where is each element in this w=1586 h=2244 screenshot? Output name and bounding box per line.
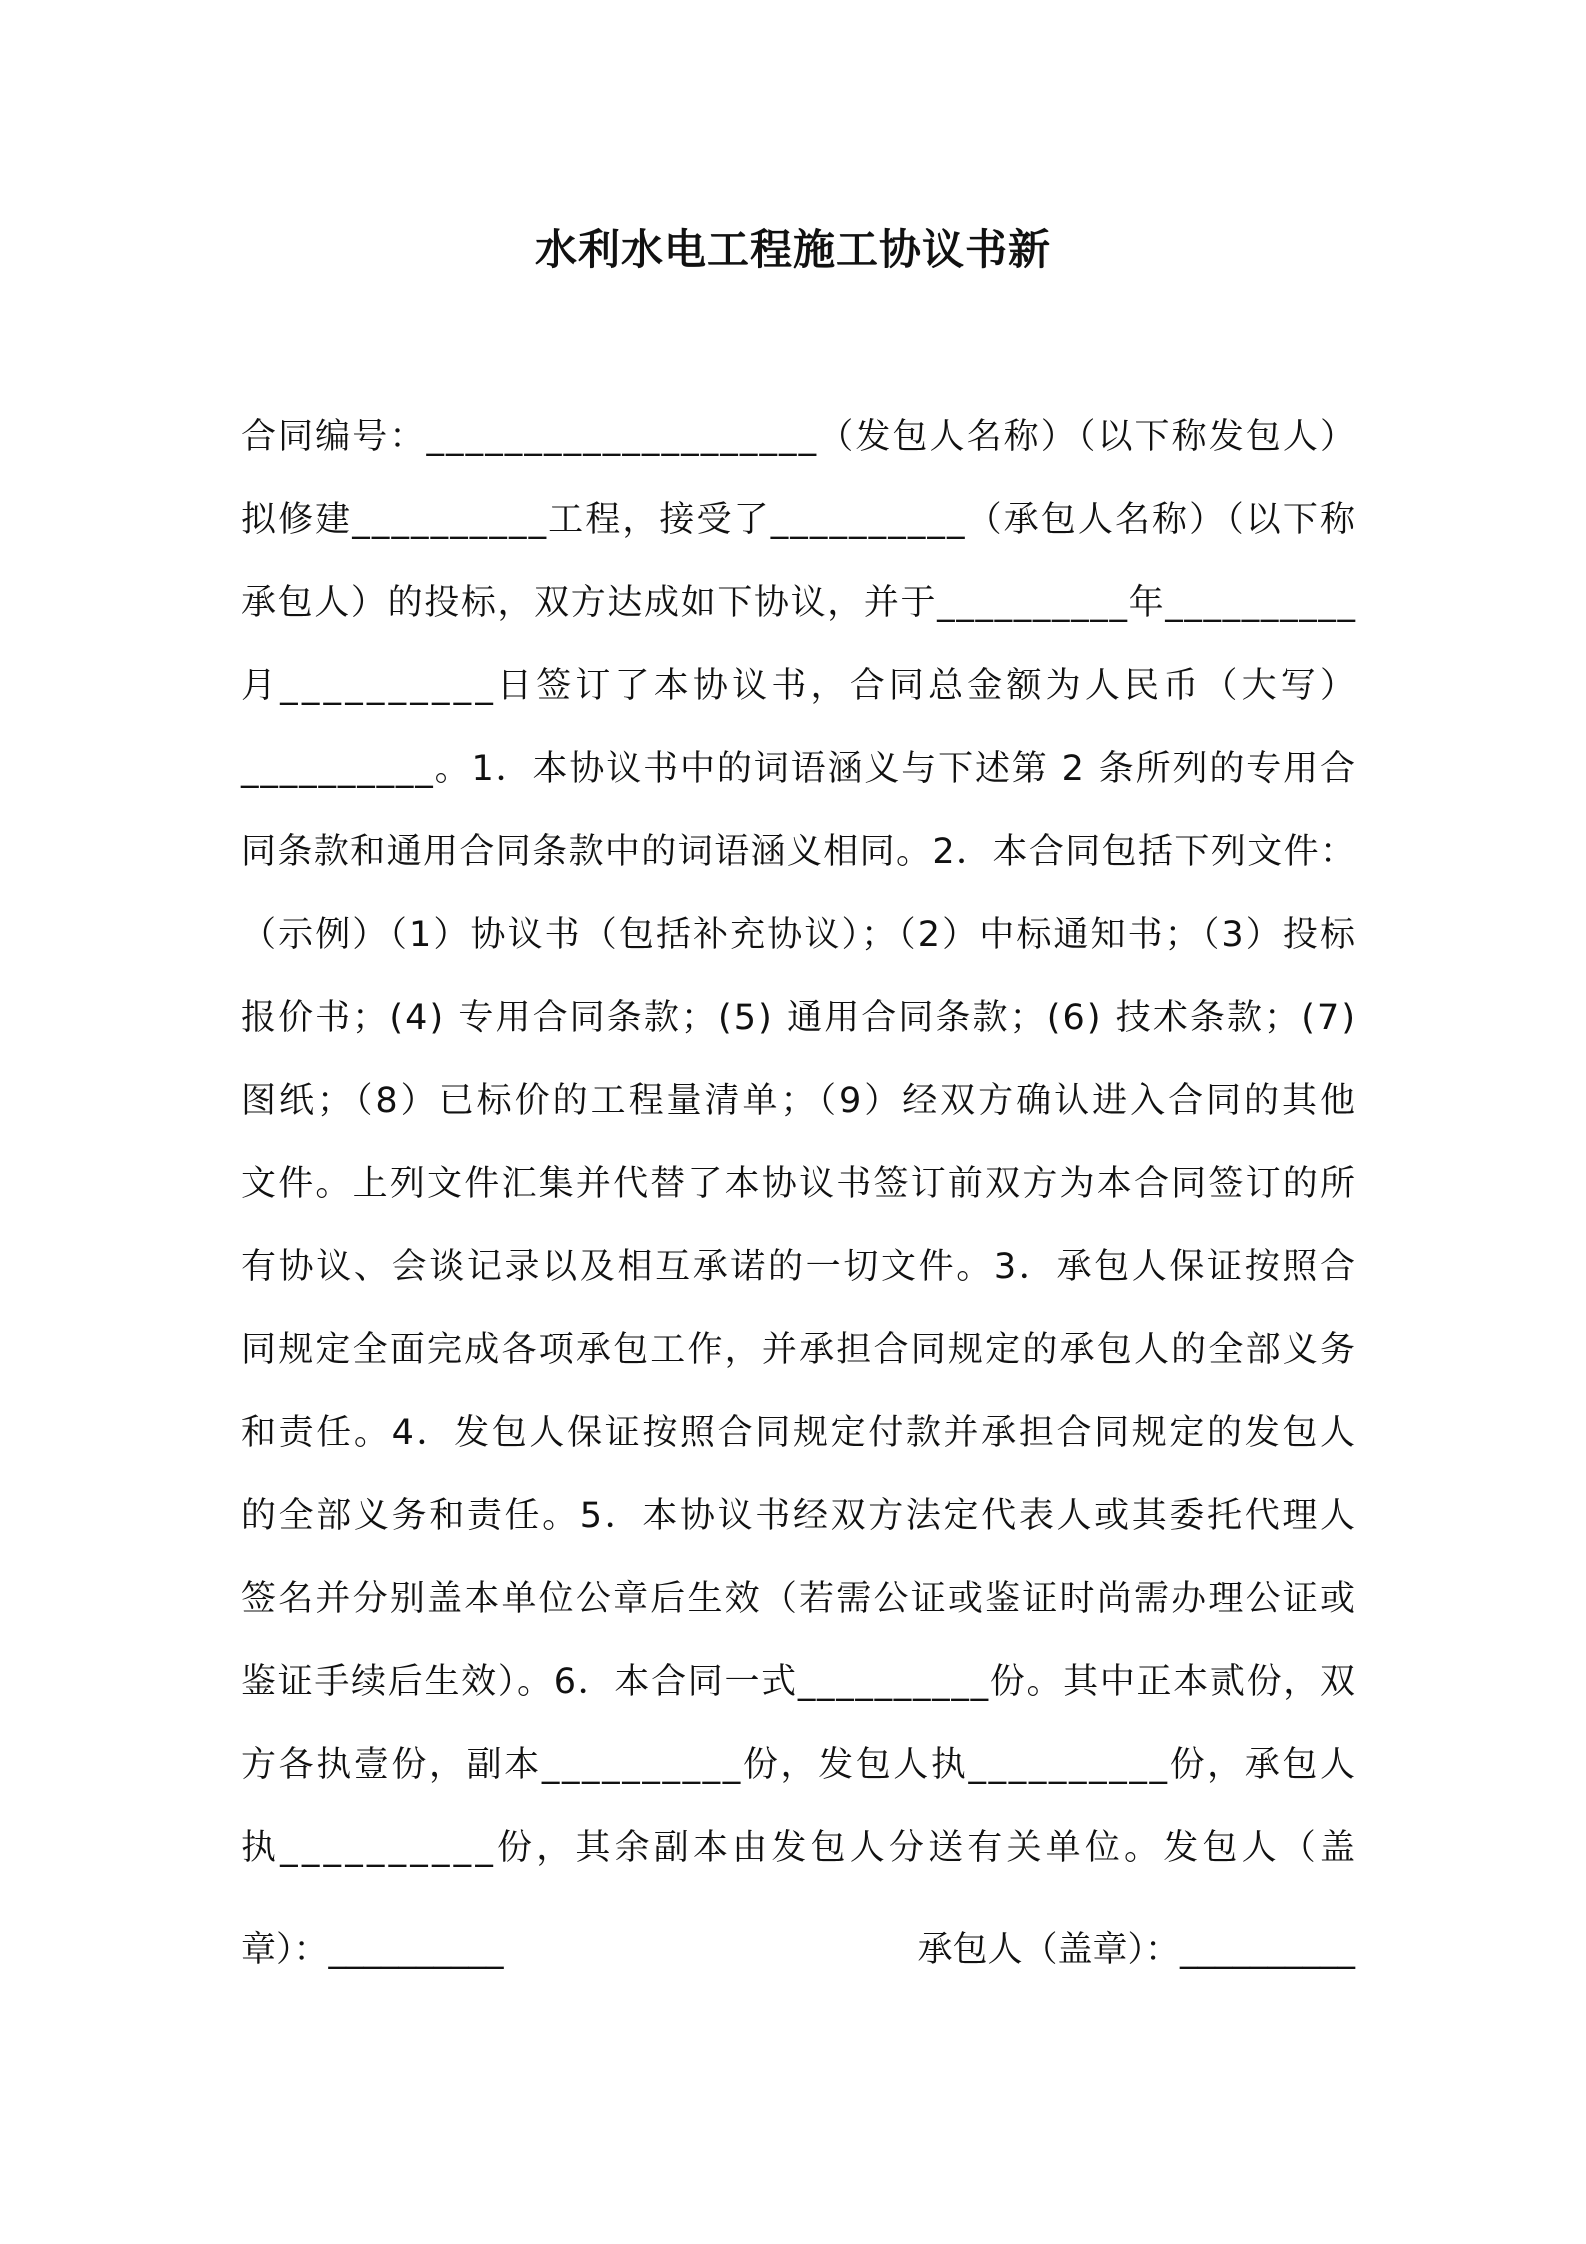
- body-line-11: 有协议、会谈记录以及相互承诺的一切文件。3．承包人保证按照合: [241, 1247, 1358, 1287]
- contractor-seal-line: 承包人（盖章）：__________: [917, 1930, 1355, 1970]
- body-line-1: 合同编号：____________________（发包人名称）（以下称发包人）: [241, 417, 1358, 457]
- body-line-14: 的全部义务和责任。5．本协议书经双方法定代表人或其委托代理人: [241, 1496, 1358, 1536]
- body-line-18: 执__________份，其余副本由发包人分送有关单位。发包人（盖: [241, 1828, 1360, 1868]
- body-line-10: 文件。上列文件汇集并代替了本协议书签订前双方为本合同签订的所: [241, 1164, 1358, 1204]
- body-line-6: 同条款和通用合同条款中的词语涵义相同。2．本合同包括下列文件：: [241, 832, 1357, 872]
- body-line-2: 拟修建__________工程，接受了__________（承包人名称）（以下称: [241, 500, 1358, 540]
- employer-seal-line: 章）：__________: [241, 1930, 504, 1970]
- body-line-8: 报价书；(4) 专用合同条款；(5) 通用合同条款；(6) 技术条款；(7): [241, 998, 1358, 1038]
- body-line-16: 鉴证手续后生效）。6．本合同一式__________份。其中正本贰份，双: [241, 1662, 1357, 1702]
- document-title: 水利水电工程施工协议书新: [534, 225, 1051, 274]
- body-line-4: 月__________日签订了本协议书，合同总金额为人民币（大写）: [241, 666, 1360, 706]
- body-line-17: 方各执壹份，副本__________份，发包人执__________份，承包人: [241, 1745, 1358, 1785]
- body-line-15: 签名并分别盖本单位公章后生效（若需公证或鉴证时尚需办理公证或: [241, 1579, 1358, 1619]
- body-line-3: 承包人）的投标，双方达成如下协议，并于__________年__________: [241, 583, 1357, 623]
- body-line-5: __________。1．本协议书中的词语涵义与下述第 2 条所列的专用合: [241, 749, 1357, 789]
- body-line-9: 图纸；（8）已标价的工程量清单；（9）经双方确认进入合同的其他: [241, 1081, 1358, 1121]
- body-line-13: 和责任。4．发包人保证按照合同规定付款并承担合同规定的发包人: [241, 1413, 1358, 1453]
- body-line-12: 同规定全面完成各项承包工作，并承担合同规定的承包人的全部义务: [241, 1330, 1358, 1370]
- body-line-7: （示例）（1）协议书（包括补充协议）；（2）中标通知书；（3）投标: [241, 915, 1358, 955]
